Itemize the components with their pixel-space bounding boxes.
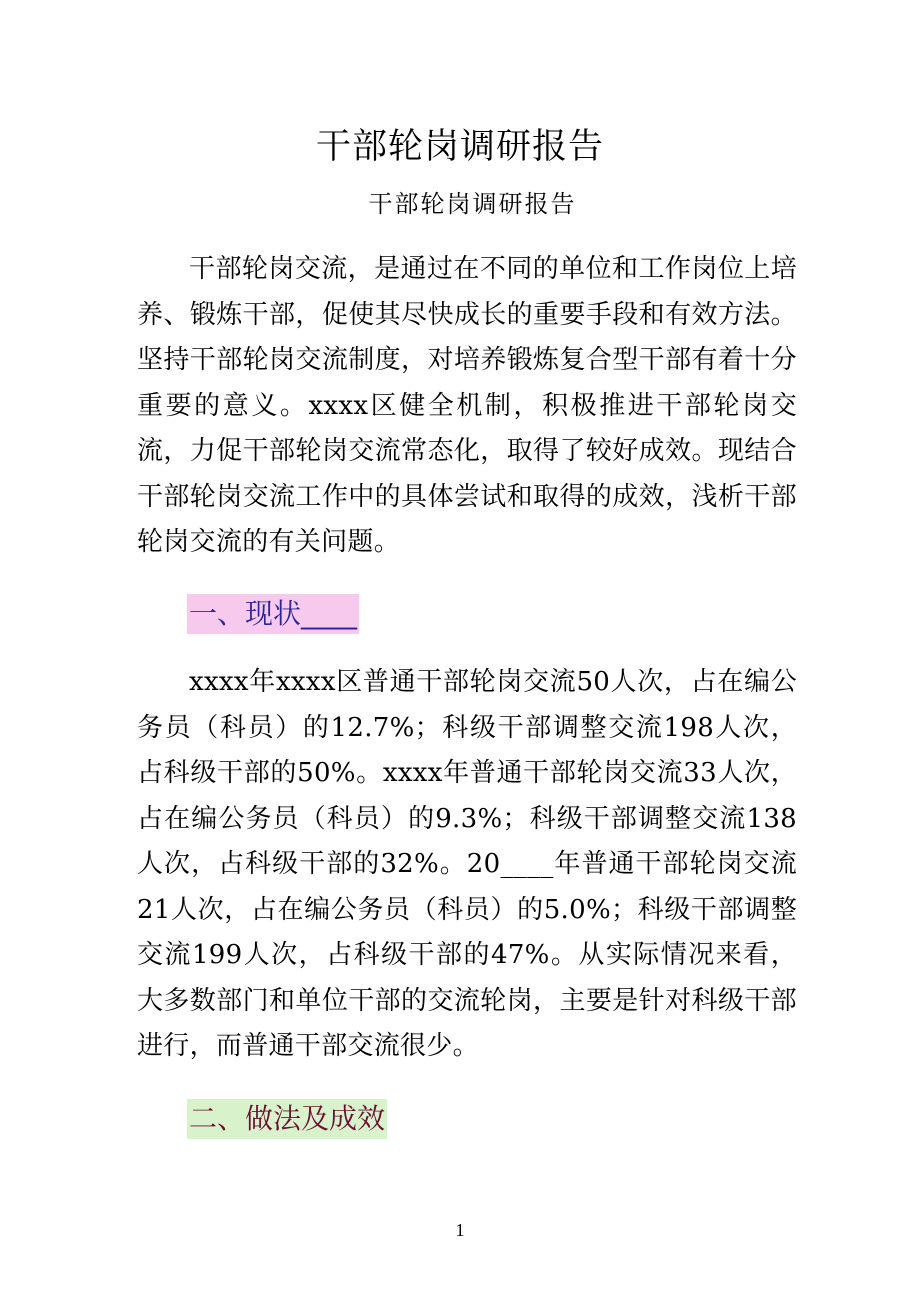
status-paragraph: xxxx年xxxx区普通干部轮岗交流50人次，占在编公务员（科员）的12.7%；科级干部调整交流198人次，占科级干部的50%。xxxx年普通干部轮岗交流33人次，占在编公务员（科员）的9.3%；科级干部调整交流138人次，占科级干部的32%。20____年普通干部轮岗交流21人次，占在编公务员（科员）的5.0%；科级干部调整交流199人次，占科级干部的47%。从实际情况来看，大多数部门和单位干部的交流轮岗，主要是针对科级干部进行，而普通干部交流很少。: [137, 667, 797, 1061]
document-subtitle: 干部轮岗调研报告: [368, 190, 577, 218]
document-title: 干部轮岗调研报告: [315, 127, 604, 167]
page-number: 1: [455, 1220, 465, 1240]
intro-paragraph: 干部轮岗交流，是通过在不同的单位和工作岗位上培养、锻炼干部，促使其尽快成长的重要手段和有效方法。坚持干部轮岗交流制度，对培养锻炼复合型干部有着十分重要的意义。xxxx区健全机制，积极推进干部轮岗交流，力促干部轮岗交流常态化，取得了较好成效。现结合干部轮岗交流工作中的具体尝试和取得的成效，浅析干部轮岗交流的有关问题。: [137, 254, 797, 557]
section-heading-practice: 二、做法及成效: [187, 1099, 387, 1139]
section-heading-status: 一、现状____: [187, 594, 359, 634]
